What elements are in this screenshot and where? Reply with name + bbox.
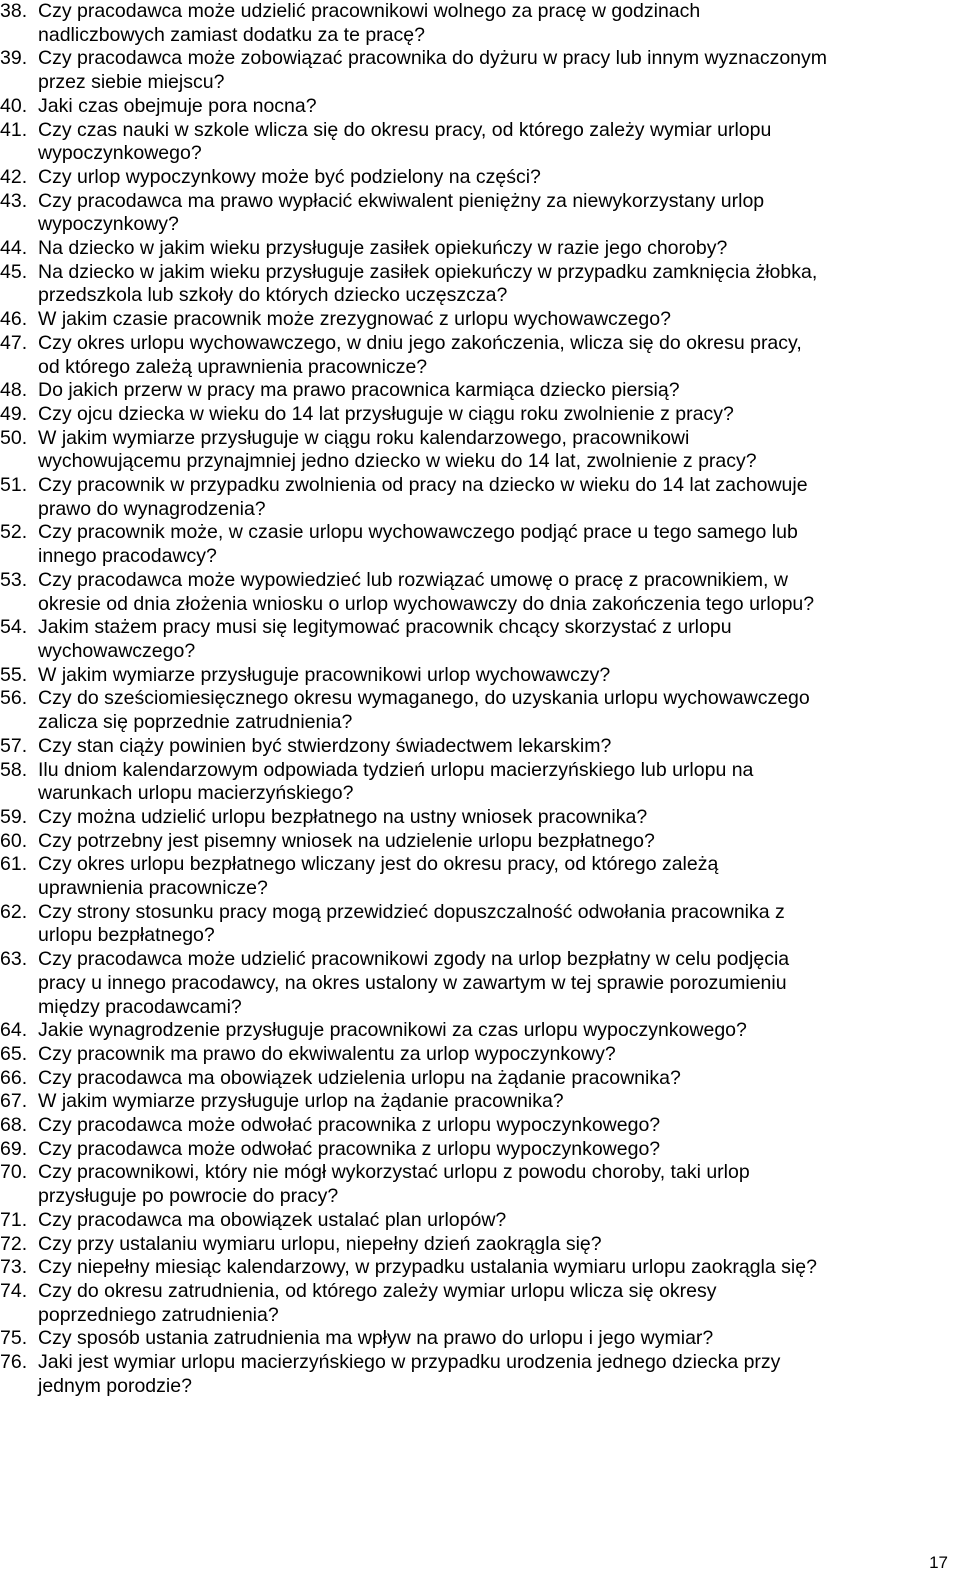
question-item — [0, 664, 952, 688]
question-text: Czy pracownikowi, który nie mógł wykorzystać urlopu z powodu choroby, taki urlop przysługuje po powrocie do pracy? — [38, 1161, 750, 1208]
question-item — [0, 616, 952, 663]
question-item — [0, 1138, 952, 1162]
question-text: W jakim czasie pracownik może zrezygnować z urlopu wychowawczego? — [38, 308, 671, 331]
question-item — [0, 687, 952, 734]
question-number: 72. — [0, 1232, 28, 1255]
question-text: Czy do okresu zatrudnienia, od którego zależy wymiar urlopu wlicza się okresy poprzedniego zatrudnienia? — [38, 1279, 717, 1326]
question-item — [0, 759, 952, 806]
question-item — [0, 853, 952, 900]
question-item — [0, 1067, 952, 1091]
question-item — [0, 379, 952, 403]
question-number: 76. — [0, 1351, 28, 1374]
question-text: Jaki czas obejmuje pora nocna? — [38, 94, 317, 117]
question-text: Czy pracodawca może udzielić pracownikowi wolnego za pracę w godzinach nadliczbowych zamiast dodatku za te pracę? — [38, 0, 701, 46]
page-number: 17 — [929, 1553, 948, 1572]
question-text: W jakim wymiarze przysługuje w ciągu roku kalendarzowego, pracownikowi wychowującemu przynajmniej jedno dziecko w wieku do 14 lat, zwolnienie z pracy? — [38, 426, 757, 473]
question-text: Ilu dniom kalendarzowym odpowiada tydzień urlopu macierzyńskiego lub urlopu na warunkach urlopu macierzyńskiego? — [38, 758, 754, 805]
question-item — [0, 403, 952, 427]
question-number: 59. — [0, 805, 28, 828]
question-text: Czy stan ciąży powinien być stwierdzony świadectwem lekarskim? — [38, 734, 612, 757]
question-number: 50. — [0, 426, 28, 449]
question-text: Na dziecko w jakim wieku przysługuje zasiłek opiekuńczy w razie jego choroby? — [38, 237, 728, 260]
question-item — [0, 166, 952, 190]
question-text: Czy pracownik może, w czasie urlopu wychowawczego podjąć prace u tego samego lub innego pracodawcy? — [38, 521, 798, 568]
question-text: Czy sposób ustania zatrudnienia ma wpływ na prawo do urlopu i jego wymiar? — [38, 1327, 714, 1350]
question-text: Na dziecko w jakim wieku przysługuje zasiłek opiekuńczy w przypadku zamknięcia żłobka, przedszkola lub szkoły do których dziecko uczęszcza? — [38, 260, 818, 307]
question-text: Czy strony stosunku pracy mogą przewidzieć dopuszczalność odwołania pracownika z urlopu bezpłatnego? — [38, 900, 785, 947]
question-number: 44. — [0, 237, 28, 260]
question-item — [0, 948, 952, 1019]
question-item — [0, 1209, 952, 1233]
question-number: 53. — [0, 568, 28, 591]
question-text: Czy można udzielić urlopu bezpłatnego na ustny wniosek pracownika? — [38, 805, 648, 828]
question-number: 70. — [0, 1161, 28, 1184]
question-text: Czy pracodawca ma obowiązek ustalać plan urlopów? — [38, 1208, 507, 1231]
question-text: Czy ojcu dziecka w wieku do 14 lat przysługuje w ciągu roku zwolnienie z pracy? — [38, 402, 734, 425]
question-number: 55. — [0, 663, 28, 686]
question-item — [0, 119, 952, 166]
question-item — [0, 901, 952, 948]
question-text: Czy niepełny miesiąc kalendarzowy, w przypadku ustalania wymiaru urlopu zaokrągla się? — [38, 1256, 817, 1279]
question-item — [0, 427, 952, 474]
question-number: 47. — [0, 331, 28, 354]
question-item — [0, 1256, 952, 1280]
question-item — [0, 1280, 952, 1327]
question-item — [0, 474, 952, 521]
question-item — [0, 1161, 952, 1208]
question-number: 60. — [0, 829, 28, 852]
question-item — [0, 1043, 952, 1067]
question-text: Czy pracownik ma prawo do ekwiwalentu za urlop wypoczynkowy? — [38, 1042, 616, 1065]
question-text: Czy pracodawca ma prawo wypłacić ekwiwalent pieniężny za niewykorzystany urlop wypoczynkowy? — [38, 189, 765, 236]
question-text: Czy pracodawca może wypowiedzieć lub rozwiązać umowę o pracę z pracownikiem, w okresie od dnia złożenia wniosku o urlop wychowawczy do dnia zakończenia tego urlopu? — [38, 568, 815, 615]
question-text: Do jakich przerw w pracy ma prawo pracownica karmiąca dziecko piersią? — [38, 379, 680, 402]
question-number: 38. — [0, 0, 28, 22]
question-item — [0, 237, 952, 261]
question-text: Czy czas nauki w szkole wlicza się do okresu pracy, od którego zależy wymiar urlopu wypoczynkowego? — [38, 118, 772, 165]
question-number: 57. — [0, 734, 28, 757]
question-number: 68. — [0, 1114, 28, 1137]
question-item — [0, 332, 952, 379]
question-number: 73. — [0, 1256, 28, 1279]
question-number: 42. — [0, 165, 28, 188]
question-number: 56. — [0, 687, 28, 710]
question-text: Czy pracodawca ma obowiązek udzielenia urlopu na żądanie pracownika? — [38, 1066, 681, 1089]
question-text: Jakim stażem pracy musi się legitymować pracownik chcący skorzystać z urlopu wychowawczego? — [38, 616, 732, 662]
question-item — [0, 521, 952, 568]
question-item — [0, 95, 952, 119]
question-number: 54. — [0, 616, 28, 639]
question-item — [0, 47, 952, 94]
question-item — [0, 190, 952, 237]
question-text: Czy okres urlopu bezpłatnego wliczany jest do okresu pracy, od którego zależą uprawnienia pracownicze? — [38, 853, 719, 900]
question-number: 63. — [0, 948, 28, 971]
question-number: 48. — [0, 379, 28, 402]
question-text: Czy pracodawca może odwołać pracownika z urlopu wypoczynkowego? — [38, 1114, 661, 1137]
question-number: 39. — [0, 47, 28, 70]
question-item — [0, 735, 952, 759]
question-item — [0, 1114, 952, 1138]
question-item — [0, 1019, 952, 1043]
question-number: 49. — [0, 402, 28, 425]
question-text: Czy urlop wypoczynkowy może być podzielony na części? — [38, 165, 541, 188]
question-item — [0, 0, 952, 47]
question-item — [0, 1090, 952, 1114]
question-item — [0, 830, 952, 854]
question-item — [0, 261, 952, 308]
question-number: 65. — [0, 1042, 28, 1065]
question-number: 62. — [0, 900, 28, 923]
question-number: 43. — [0, 189, 28, 212]
question-number: 46. — [0, 308, 28, 331]
question-text: Czy pracownik w przypadku zwolnienia od pracy na dziecko w wieku do 14 lat zachowuje prawo do wynagrodzenia? — [38, 474, 808, 520]
question-text: Czy potrzebny jest pisemny wniosek na udzielenie urlopu bezpłatnego? — [38, 829, 655, 852]
question-number: 45. — [0, 260, 28, 283]
question-number: 67. — [0, 1090, 28, 1113]
question-item — [0, 1351, 952, 1398]
question-text: W jakim wymiarze przysługuje urlop na żądanie pracownika? — [38, 1090, 564, 1113]
question-number: 51. — [0, 474, 28, 497]
question-text: Czy okres urlopu wychowawczego, w dniu jego zakończenia, wlicza się do okresu pracy, od którego zależą uprawnienia pracownicze? — [38, 331, 802, 378]
question-text: W jakim wymiarze przysługuje pracownikowi urlop wychowawczy? — [38, 663, 611, 686]
question-text: Czy do sześciomiesięcznego okresu wymaganego, do uzyskania urlopu wychowawczego zalicza się poprzednie zatrudnienia? — [38, 687, 810, 734]
question-item — [0, 308, 952, 332]
question-item — [0, 1233, 952, 1257]
question-number: 64. — [0, 1019, 28, 1042]
question-number: 41. — [0, 118, 28, 141]
question-text: Czy przy ustalaniu wymiaru urlopu, niepełny dzień zaokrągla się? — [38, 1232, 602, 1255]
question-number: 69. — [0, 1137, 28, 1160]
question-text: Czy pracodawca może odwołać pracownika z urlopu wypoczynkowego? — [38, 1137, 661, 1160]
question-number: 58. — [0, 758, 28, 781]
question-number: 66. — [0, 1066, 28, 1089]
question-item — [0, 569, 952, 616]
question-number: 52. — [0, 521, 28, 544]
question-number: 74. — [0, 1279, 28, 1302]
question-text: Jakie wynagrodzenie przysługuje pracownikowi za czas urlopu wypoczynkowego? — [38, 1019, 747, 1042]
question-text: Jaki jest wymiar urlopu macierzyńskiego w przypadku urodzenia jednego dziecka przy jednym porodzie? — [38, 1351, 781, 1397]
question-item — [0, 806, 952, 830]
question-number: 40. — [0, 94, 28, 117]
question-number: 71. — [0, 1208, 28, 1231]
question-number: 61. — [0, 853, 28, 876]
question-item — [0, 1327, 952, 1351]
question-text: Czy pracodawca może udzielić pracownikowi zgody na urlop bezpłatny w celu podjęcia pracy u innego pracodawcy, na okres ustalony w zawartym w tej sprawie porozumieniu między pracodawcami? — [38, 948, 790, 1018]
question-text: Czy pracodawca może zobowiązać pracownika do dyżuru w pracy lub innym wyznaczonym przez siebie miejscu? — [38, 47, 828, 94]
question-number: 75. — [0, 1327, 28, 1350]
